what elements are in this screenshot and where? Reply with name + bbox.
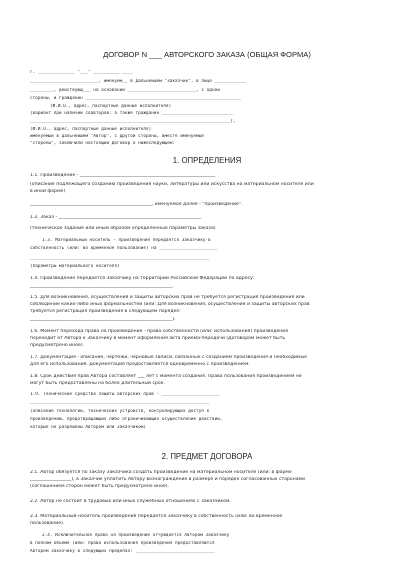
header-line: стороны, и гражданин ___________________________________________________________ — [30, 96, 241, 101]
section-1-line: которые не разрешены Автором или Заказчиком) — [30, 425, 147, 430]
header-line: ____________________________________________________________________________), — [30, 119, 236, 124]
header-line: (Ф.И.О., адрес, паспортные данные исполнителя) — [30, 127, 152, 132]
header-line: именуемый в дальнейшем "Автор", с другой стороны, вместе именуемые — [30, 134, 205, 139]
section-1-line: могут быть предоставлены на более длительный срок. — [30, 381, 165, 386]
section-2-line: в полном объеме (или: права использования произведения предоставляются — [30, 541, 215, 546]
header-line: г. ______________ "___" __________ ____ — [30, 70, 133, 75]
section-2-line: __________________), а Заказчик уплатить Автору вознаграждение в размере и порядке согласованных сторонами — [30, 477, 305, 482]
section-1-line: (техническое задание или иным образом определенные параметры заказа) — [30, 226, 216, 231]
section-1-heading: 1. ОПРЕДЕЛЕНИЯ — [172, 156, 242, 165]
section-1-line: соблюдение каких-либо иных формальностей (или: Для возникновения, осуществления и защиты авторских прав — [30, 302, 310, 307]
section-1-line: ____________________________________________________________________ — [30, 256, 210, 261]
section-1-line: требуется регистрация произведения в следующем порядке: — [30, 309, 181, 314]
section-1-line: для его использования. Документация предоставляется одновременно с произведением. — [30, 362, 250, 367]
section-1-line: ______________________________________________________________). — [30, 317, 176, 322]
section-2-line: Автором Заказчику в следующих пределах: ______________________________ — [30, 549, 215, 554]
section-1-line: в иной форме) — [30, 189, 66, 194]
section-1-line: 1.2. Заказ - ______________________________________________________________ — [30, 215, 202, 220]
section-1-line: _____________________________________________________, именуемое далее - "произведение". — [30, 202, 243, 207]
section-1-line: (параметры материального носителя) — [30, 264, 120, 269]
header-line: _________, действующ___ на основании __________________________, с одной — [30, 88, 220, 93]
section-1-line: 1.8. Срок действия прав Автора составляет ___ лет с момента создания. Права пользования произведением не — [30, 374, 302, 379]
section-2-line: 2.2. Автор не состоит в трудовых или иных служебных отношениях с Заказчиком. — [30, 499, 231, 504]
section-1-line: (описание подлежащего созданию произведения науки, литературы или искусства на материальном носителе или — [30, 182, 314, 187]
section-1-line: 1.5. Для возникновения, осуществления и защиты авторских прав не требуется регистрация произведения или — [30, 295, 305, 300]
section-1-line: 1.6. Момент перехода права на произведение - право собственности (или: использования) произведения — [30, 329, 289, 334]
document-title: ДОГОВОР N ___ АВТОРСКОГО ЗАКАЗА (ОБЩАЯ ФОРМА) — [103, 50, 311, 59]
section-1-line: (описание технологий, технических устройств, контролирующих доступ к — [30, 409, 210, 414]
header-line: __________________________, именуем__ в дальнейшем "Заказчик", в лице ____________ — [30, 79, 247, 84]
section-2-line: 2.1. Автор обязуется по заказу Заказчика создать произведение на материальном носителе (или: в форме — [30, 470, 292, 475]
section-1-line: переходит от Автора к Заказчику в момент оформления акта приема-передачи (Договором может быть — [30, 336, 286, 341]
section-1-line: произведению, предотвращающих либо ограничивающих осуществление действий, — [30, 417, 223, 422]
header-line: (Ф.И.О., адрес, паспортные данные исполнителя) — [50, 104, 172, 109]
section-2-line: 2.3. Материальный носитель произведения передается Заказчику в собственность (или: во временное — [30, 514, 283, 519]
section-2-line: 2.4. Исключительное право на произведение отчуждается Автором Заказчику — [42, 533, 230, 538]
section-1-line: 1.3. Материальный носитель - произведение передается Заказчику в — [42, 238, 211, 243]
section-1-line: 1.7. Документация - описание, чертежи, черновые записи, связанные с созданием произведения и необходимые — [30, 355, 307, 360]
section-1-line: ____________________________________________________________________ — [30, 400, 210, 405]
header-line: "стороны", заключили настоящий Договор о нижеследующем: — [30, 141, 176, 146]
header-line: (вариант при наличии соавторов: а также гражданин ___________________________ — [30, 111, 234, 116]
section-1-line: ______________________________________________________________. — [30, 284, 174, 289]
section-2-heading: 2. ПРЕДМЕТ ДОГОВОРА — [161, 452, 253, 461]
section-2-line: пользование). — [30, 521, 65, 526]
section-1-line: предусмотрено иное). — [30, 343, 85, 348]
section-2-line: (соглашением сторон может быть предусмотрено иное). — [30, 484, 169, 489]
section-1-line: 1.9. Технические средства защиты авторских прав - ______________________ — [30, 392, 220, 397]
section-1-line: 1.4. Произведение передается Заказчику на территории Российской Федерации по адресу: — [30, 276, 255, 281]
section-1-line: собственность (или: во временное пользование) на ______________________ — [30, 246, 218, 251]
section-1-line: 1.1. Произведение - ___________________________________________________________ — [30, 173, 216, 178]
